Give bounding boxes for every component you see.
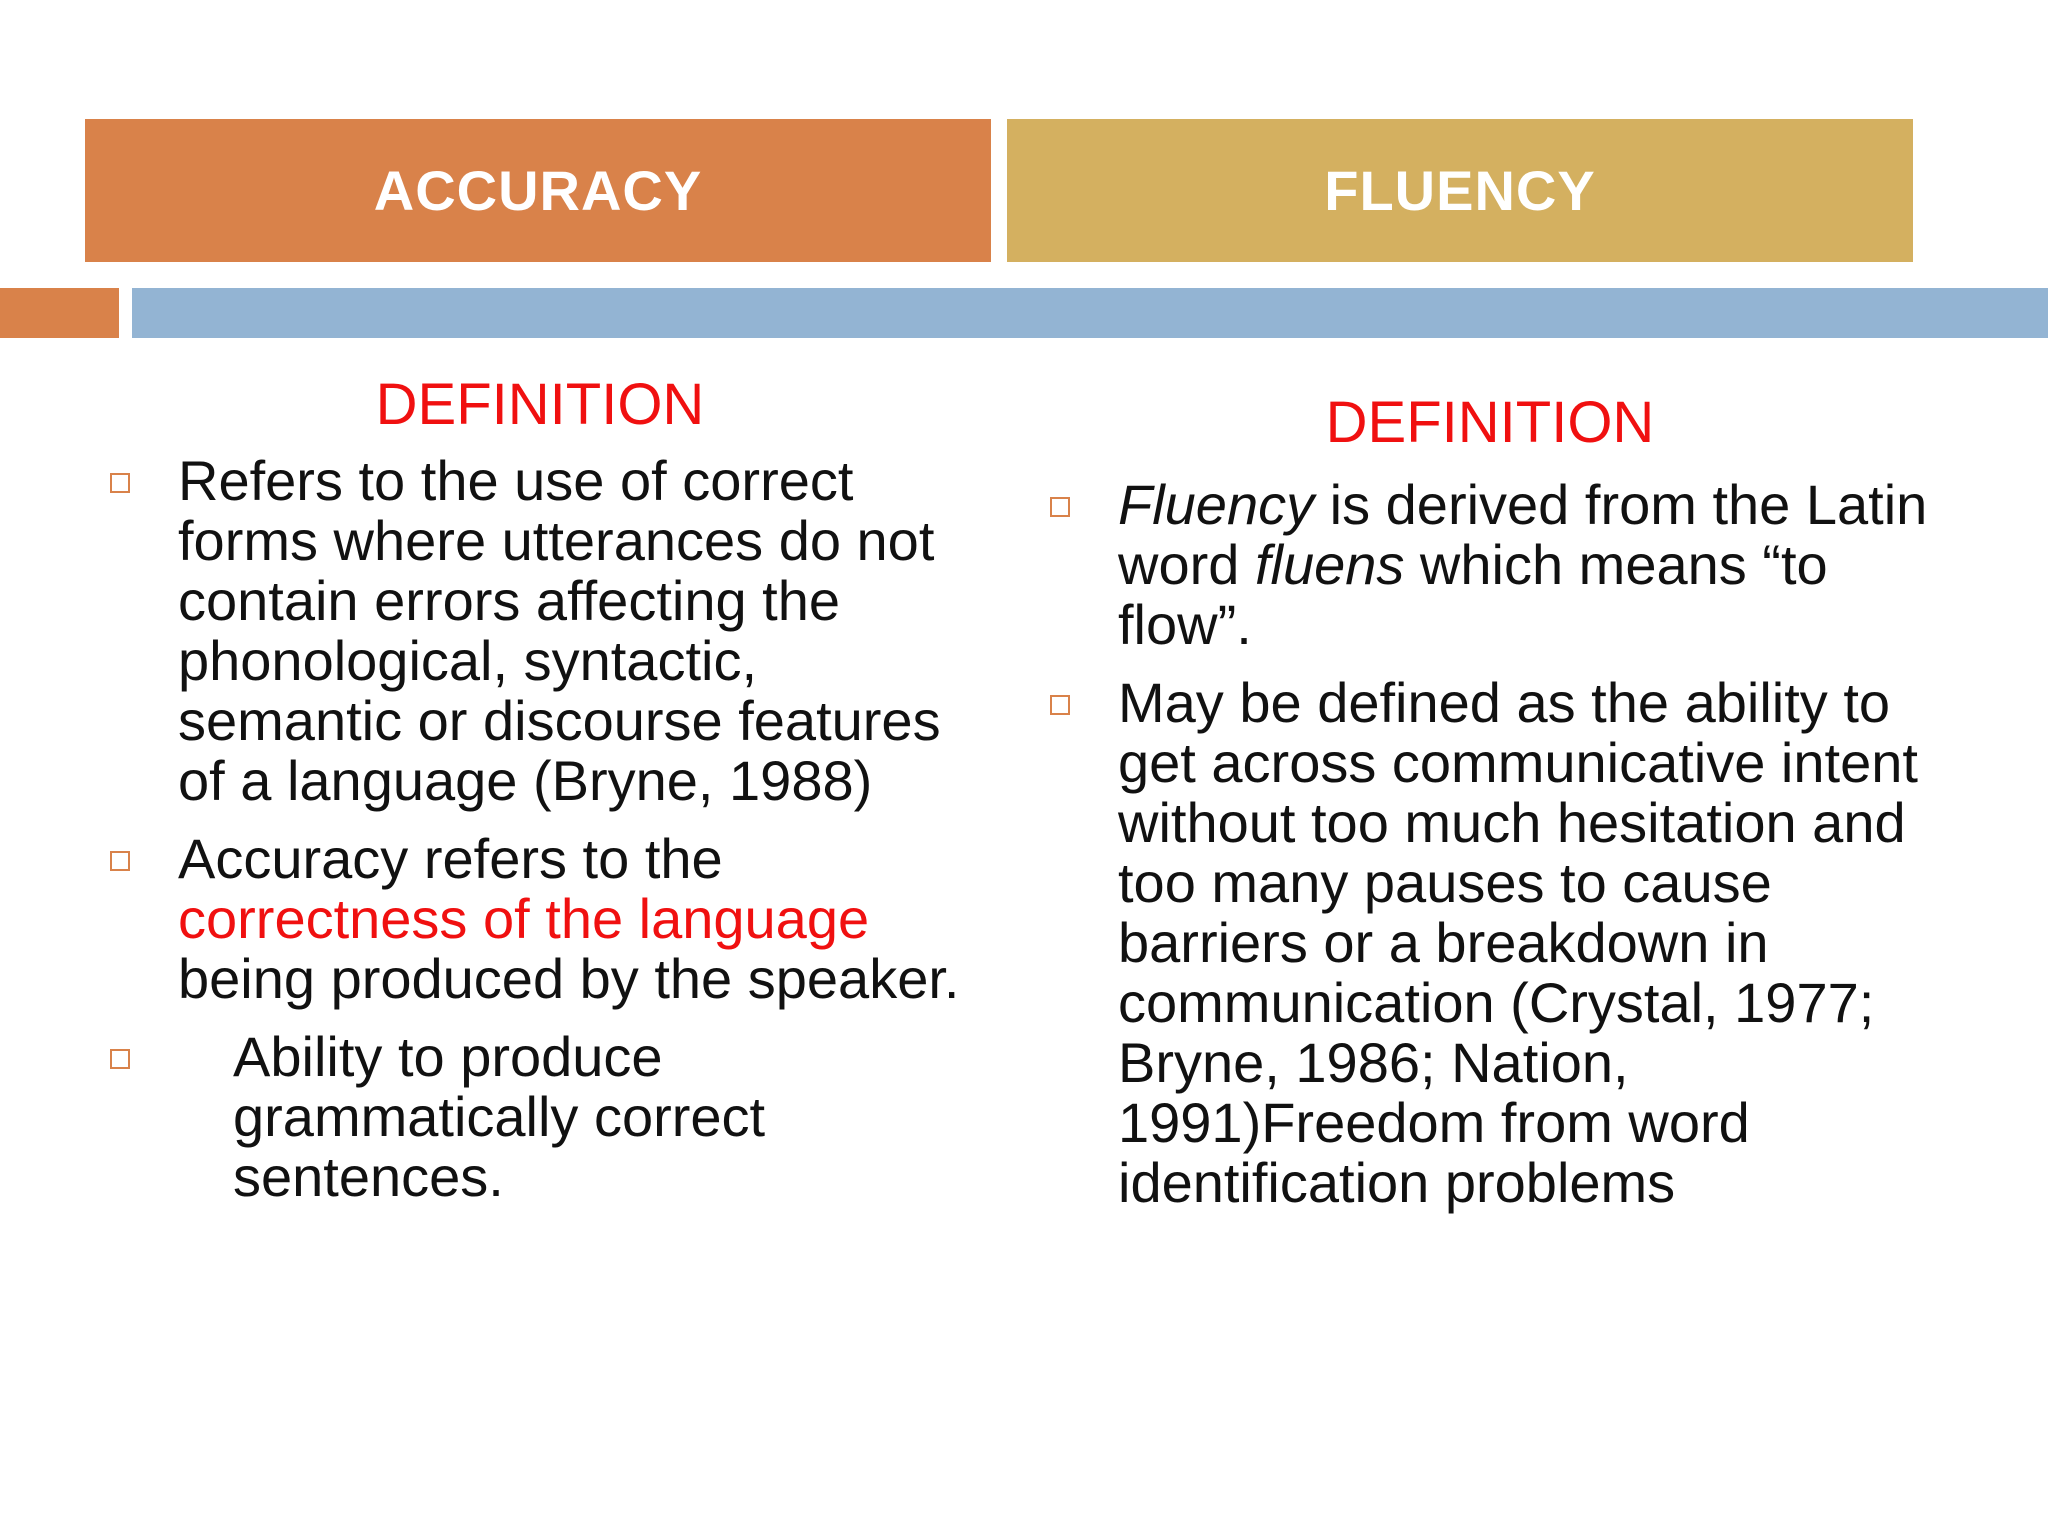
fluency-bullet-list — [1040, 472, 1940, 1214]
fluency-bullet-1-latin-term: fluens — [1254, 532, 1405, 596]
square-bullet-icon — [1050, 695, 1070, 715]
square-bullet-icon — [1050, 497, 1070, 517]
fluency-bullet-2: May be defined as the ability to get across communicative intent without too much hesitation and too many pauses to cause barriers or a breakdown in communication (Crystal, 1977; Bryne, 1986; Nation, 1991)Freedom from word identification problems — [1118, 670, 1918, 1214]
list-item — [1040, 472, 1940, 656]
square-bullet-icon — [110, 1049, 130, 1069]
list-item — [100, 826, 980, 1010]
fluency-header — [1007, 119, 1913, 262]
list-item — [1040, 670, 1940, 1214]
accuracy-header — [85, 119, 991, 262]
fluency-column — [1040, 390, 1940, 1231]
accuracy-bullet-list — [100, 448, 980, 1208]
list-item — [100, 1024, 980, 1208]
accuracy-bullet-2-pre: Accuracy refers to the — [178, 826, 723, 890]
accuracy-title: ACCURACY — [373, 159, 703, 222]
fluency-definition-heading: DEFINITION — [1325, 390, 1655, 455]
decorative-band-orange — [0, 288, 119, 338]
decorative-band-blue — [132, 288, 2048, 338]
accuracy-definition-heading: DEFINITION — [375, 372, 705, 437]
list-item — [100, 448, 980, 812]
accuracy-bullet-2-post: being produced by the speaker. — [178, 946, 960, 1010]
fluency-title: FLUENCY — [1324, 159, 1596, 222]
accuracy-column — [100, 372, 980, 1225]
accuracy-bullet-3: Ability to produce grammatically correct sentences. — [233, 1024, 766, 1208]
fluency-bullet-1-mid: is derived from the Latin word — [1118, 472, 1928, 596]
accuracy-bullet-1: Refers to the use of correct forms where utterances do not contain errors affecting the phonological, syntactic, semantic or discourse features of a language (Bryne, 1988) — [178, 448, 941, 812]
fluency-bullet-1-post: which means “to flow”. — [1118, 532, 1828, 656]
square-bullet-icon — [110, 851, 130, 871]
fluency-bullet-1-italic-term: Fluency — [1118, 472, 1315, 536]
square-bullet-icon — [110, 473, 130, 493]
accuracy-bullet-2-highlight: correctness of the language — [178, 886, 870, 950]
